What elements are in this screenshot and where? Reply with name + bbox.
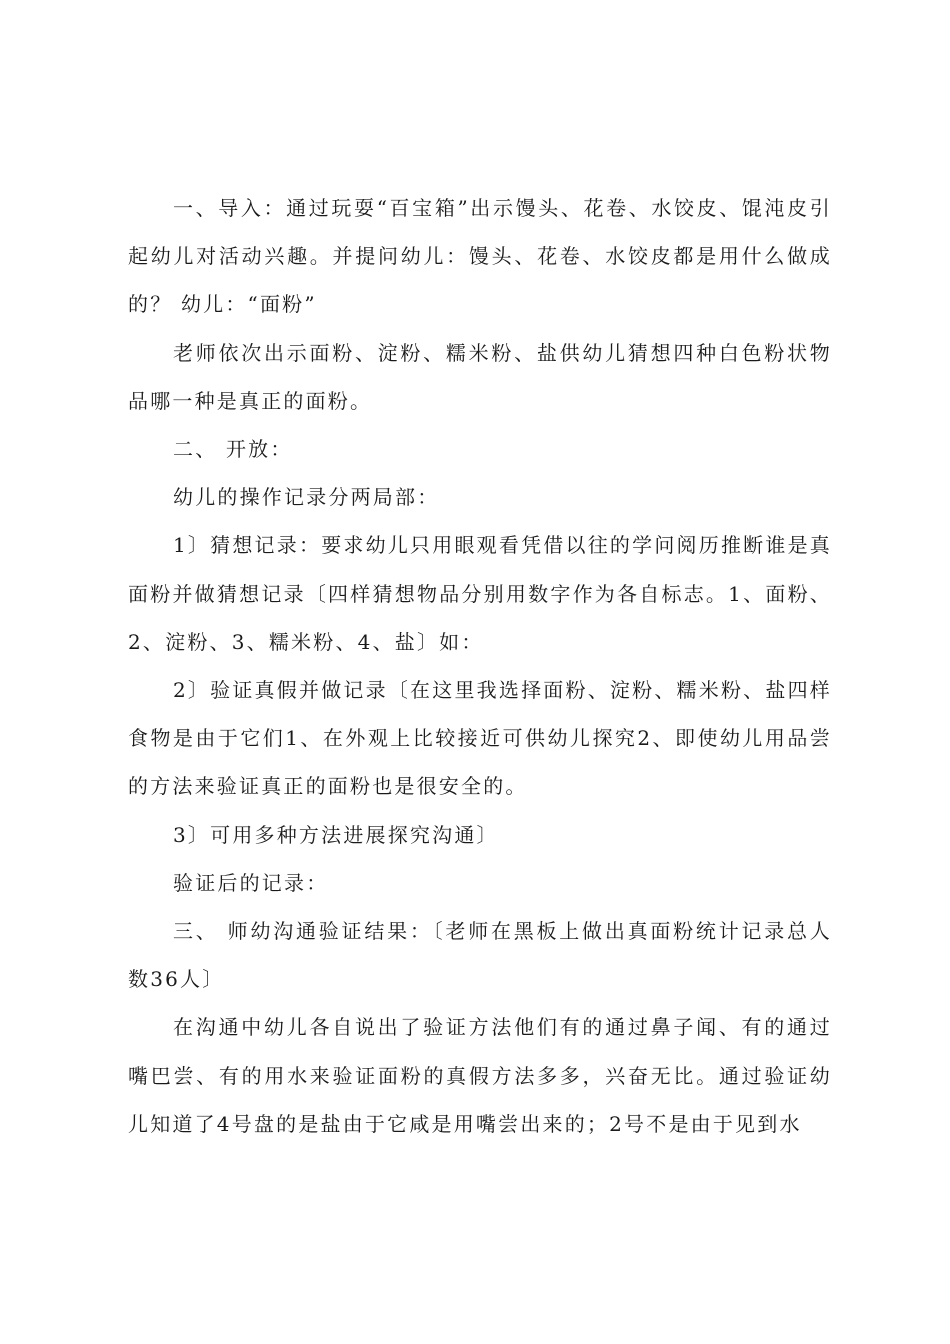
paragraph-intro: 一、导入：通过玩耍“百宝箱”出示馒头、花卷、水饺皮、馄沌皮引起幼儿对活动兴趣。并提问幼儿：馒头、花卷、水饺皮都是用什么做成的？ 幼儿：“面粉”: [128, 196, 832, 317]
paragraph-record-parts: 幼儿的操作记录分两局部：: [173, 485, 440, 510]
document-body: [128, 184, 832, 1148]
paragraph-guess-record: 1〕猜想记录：要求幼儿只用眼观看凭借以往的学问阅历推断谁是真面粉并做猜想记录〔四样猜想物品分别用数字作为各自标志。1、面粉、2、淀粉、3、糯米粉、4、盐〕如：: [128, 533, 832, 654]
paragraph-explore-methods: 3〕可用多种方法进展探究沟通〕: [173, 822, 499, 847]
paragraph-section-two-heading: 二、 开放：: [173, 437, 293, 462]
paragraph-verify-record: 2〕验证真假并做记录〔在这里我选择面粉、淀粉、糯米粉、盐四样食物是由于它们1、在外观上比较接近可供幼儿探究2、即使幼儿用品尝的方法来验证真正的面粉也是很安全的。: [128, 678, 832, 799]
paragraph-section-three-heading: 三、 师幼沟通验证结果：〔老师在黑板上做出真面粉统计记录总人数36人〕: [128, 919, 832, 992]
paragraph-teacher-shows: 老师依次出示面粉、淀粉、糯米粉、盐供幼儿猜想四种白色粉状物品哪一种是真正的面粉。: [128, 340, 832, 413]
paragraph-after-verify: 验证后的记录：: [173, 870, 329, 895]
paragraph-discussion: 在沟通中幼儿各自说出了验证方法他们有的通过鼻子闻、有的通过嘴巴尝、有的用水来验证面粉的真假方法多多，兴奋无比。通过验证幼儿知道了4号盘的是盐由于它咸是用嘴尝出来的；2号不是由于见到水: [128, 1015, 832, 1136]
